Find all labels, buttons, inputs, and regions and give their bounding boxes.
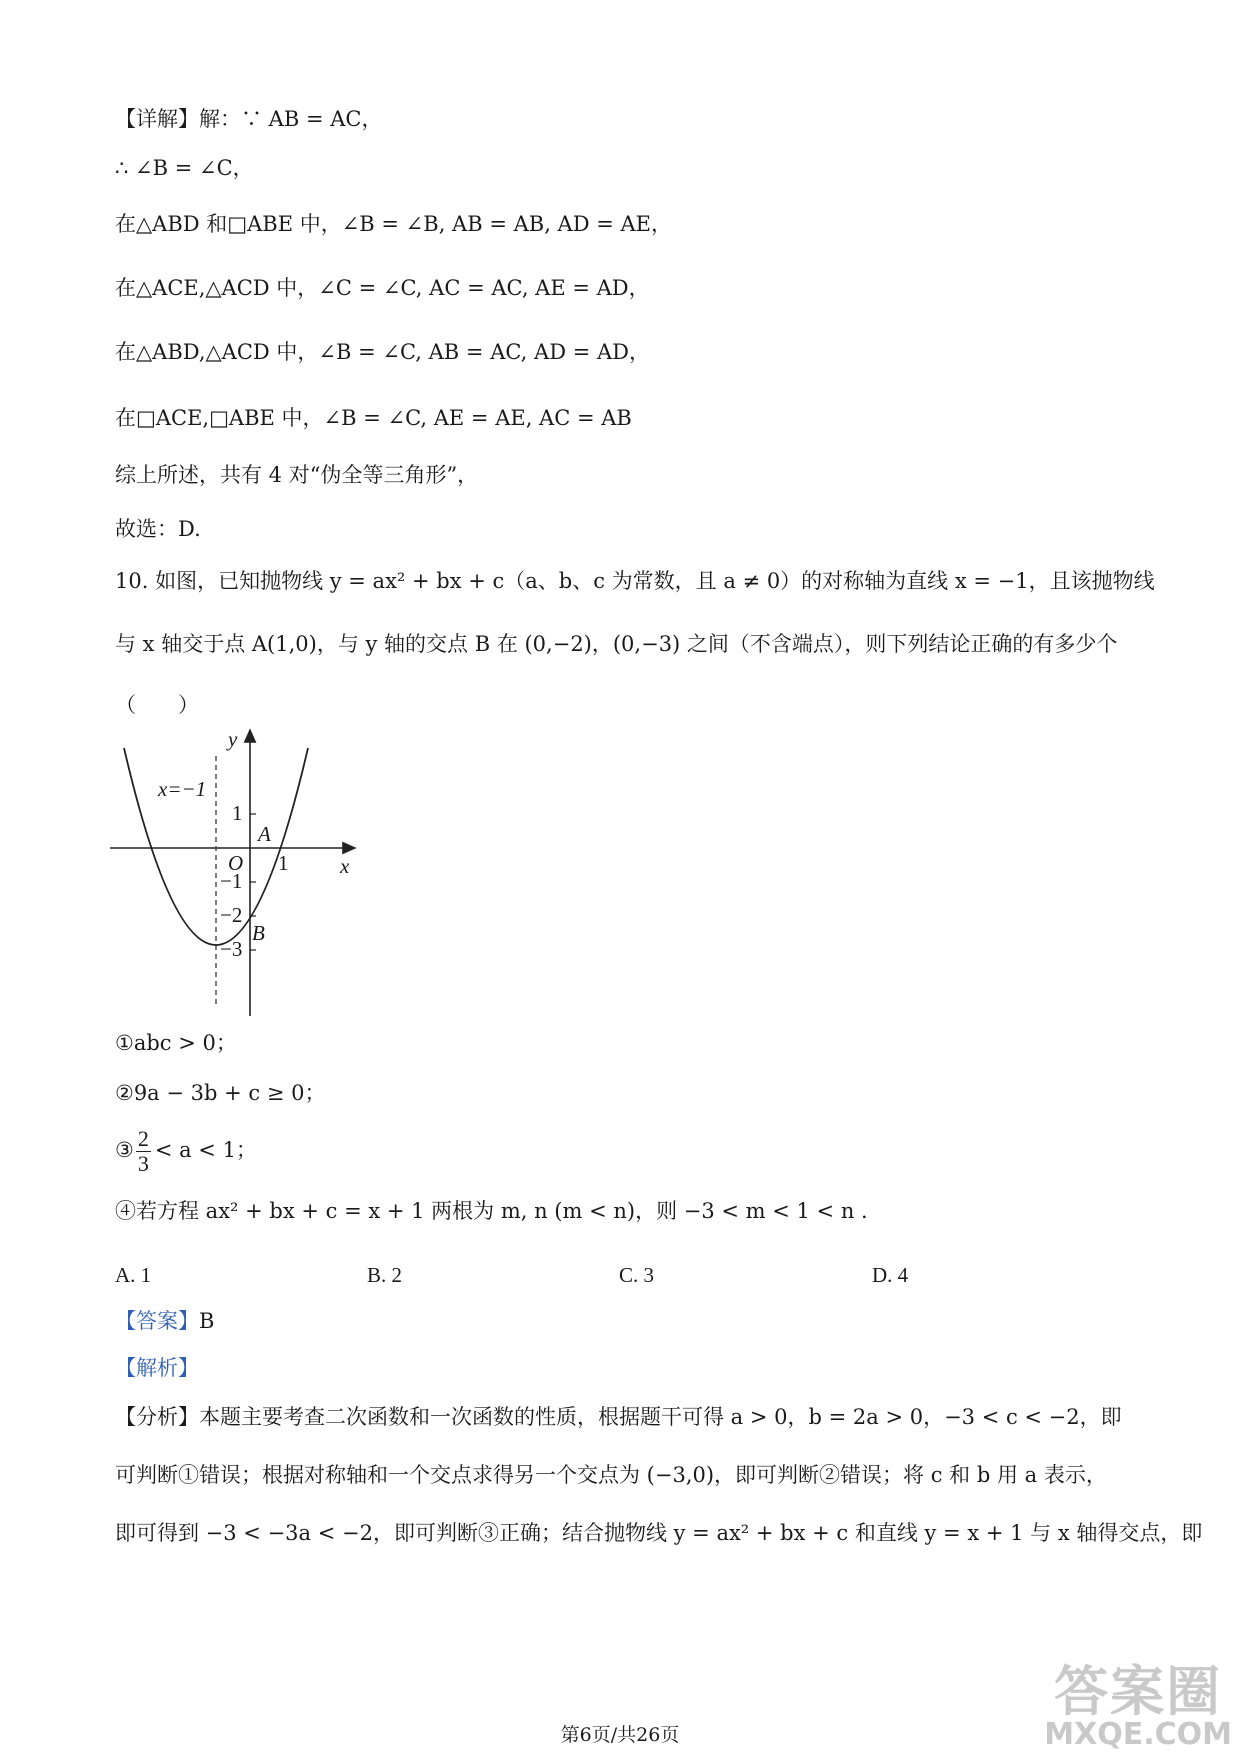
- point-a-label: A: [258, 822, 271, 846]
- y-tick-label-m3: −3: [220, 937, 243, 961]
- statement-4: ④若方程 ax² + bx + c = x + 1 两根为 m, n (m < n)，则 −3 < m < 1 < n .: [115, 1199, 868, 1223]
- fraction-denominator: 3: [137, 1151, 149, 1176]
- statement-3-suffix: < a < 1；: [154, 1138, 257, 1162]
- watermark-logo: [1044, 1660, 1232, 1752]
- solution-line-6: 在□ACE,□ABE 中，∠B = ∠C, AE = AE, AC = AB: [115, 406, 632, 430]
- watermark-url: MXQE.COM: [1044, 1717, 1232, 1752]
- parabola-graph: [100, 718, 370, 1018]
- answer-value: B: [199, 1309, 215, 1333]
- statement-3: [115, 1122, 257, 1178]
- y-tick-label-m2: −2: [220, 903, 243, 927]
- analysis-line-3: 即可得到 −3 < −3a < −2，即可判断③正确；结合抛物线 y = ax² + bx + c 和直线 y = x + 1 与 x 轴得交点，即: [115, 1521, 1203, 1545]
- y-tick-label-1: 1: [232, 801, 243, 825]
- statement-1: ①abc > 0；: [115, 1031, 237, 1055]
- choice-b: B. 2: [367, 1263, 403, 1287]
- statement-2: ②9a − 3b + c ≥ 0；: [115, 1081, 326, 1105]
- page-footer: 第6页/共26页: [560, 1724, 680, 1746]
- solution-line-3: 在△ABD 和□ABE 中，∠B = ∠B, AB = AB, AD = AE，: [115, 212, 672, 236]
- solution-line-1: 【详解】解：∵ AB = AC，: [115, 107, 383, 131]
- x-tick-label-1: 1: [278, 851, 289, 875]
- question-line-2: 与 x 轴交于点 A(1,0)，与 y 轴的交点 B 在 (0,−2)，(0,−3) 之间（不含端点），则下列结论正确的有多少个: [115, 632, 1118, 656]
- question-line-3: （ ）: [115, 693, 199, 717]
- symmetry-axis-label: x=−1: [158, 777, 207, 801]
- solution-line-8: 故选：D.: [115, 517, 201, 541]
- analysis-label: 【解析】: [115, 1356, 199, 1380]
- statement-3-prefix: ③: [115, 1138, 134, 1162]
- fraction-two-thirds: [136, 1127, 151, 1176]
- analysis-line-1: 【分析】本题主要考查二次函数和一次函数的性质，根据题干可得 a > 0，b = 2a > 0，−3 < c < −2，即: [115, 1405, 1122, 1429]
- answer-line: [115, 1306, 214, 1336]
- y-axis-label: y: [228, 727, 238, 751]
- x-axis-label: x: [340, 854, 350, 878]
- analysis-line-2: 可判断①错误；根据对称轴和一个交点求得另一个交点为 (−3,0)，即可判断②错误；将 c 和 b 用 a 表示，: [115, 1463, 1107, 1487]
- question-line-1: 10. 如图，已知抛物线 y = ax² + bx + c（a、b、c 为常数，且 a ≠ 0）的对称轴为直线 x = −1，且该抛物线: [115, 569, 1155, 593]
- choice-c: C. 3: [619, 1263, 655, 1287]
- y-tick-label-m1: −1: [220, 869, 243, 893]
- solution-line-5: 在△ABD,△ACD 中，∠B = ∠C, AB = AC, AD = AD，: [115, 340, 650, 364]
- solution-line-7: 综上所述，共有 4 对“伪全等三角形”，: [115, 463, 479, 487]
- solution-line-2: ∴ ∠B = ∠C，: [115, 156, 254, 180]
- choice-a: A. 1: [115, 1263, 152, 1287]
- origin-label: O: [228, 851, 244, 875]
- point-b-label: B: [252, 921, 265, 945]
- answer-label: 【答案】: [115, 1309, 199, 1333]
- choice-d: D. 4: [872, 1263, 909, 1287]
- fraction-numerator: 2: [137, 1126, 149, 1151]
- solution-line-4: 在△ACE,△ACD 中，∠C = ∠C, AC = AC, AE = AD，: [115, 276, 650, 300]
- watermark-text: 答案圈: [1054, 1660, 1223, 1723]
